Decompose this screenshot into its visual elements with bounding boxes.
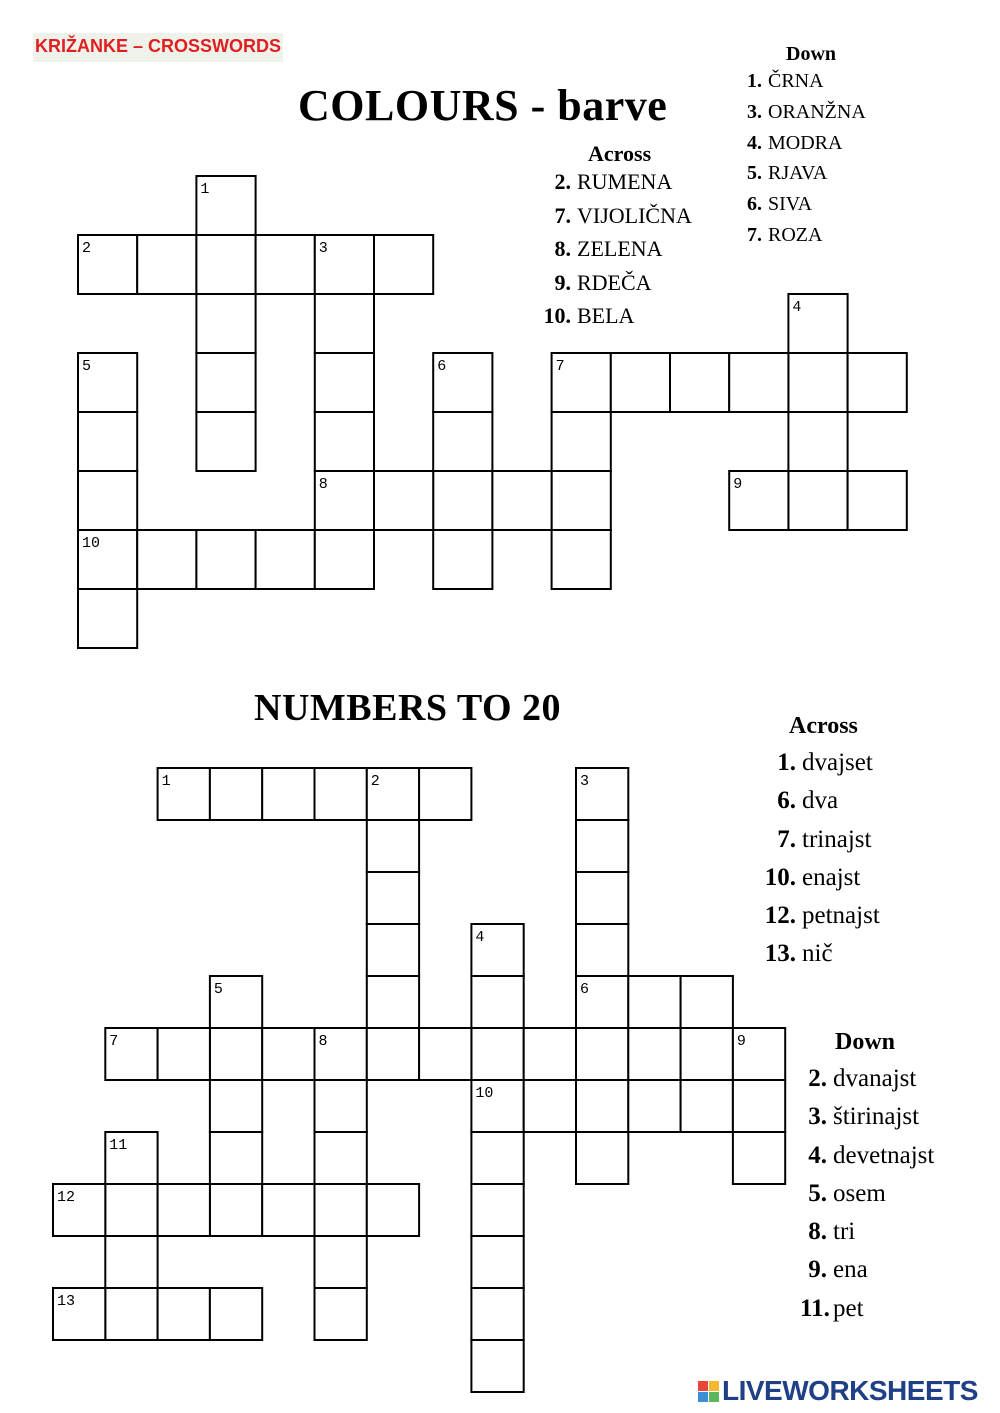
clue-item: 3. štirinajst (808, 1103, 920, 1131)
numbers-clue-number: 6 (580, 981, 590, 998)
liveworksheets-logo (698, 1375, 978, 1407)
numbers-cell[interactable] (681, 976, 733, 1028)
colours-down-heading: Down (786, 43, 837, 65)
numbers-clue-number: 1 (161, 773, 171, 790)
numbers-cell[interactable] (210, 1184, 262, 1236)
clue-item: 9. ena (808, 1256, 868, 1284)
clue-item: 2. RUMENA (554, 169, 673, 194)
numbers-cell[interactable] (210, 768, 262, 820)
clue-item: 1. ČRNA (747, 70, 824, 92)
logo-square-green (709, 1392, 719, 1402)
numbers-cell[interactable] (262, 1028, 314, 1080)
clue-item: 8. ZELENA (554, 236, 663, 261)
numbers-cell[interactable] (681, 1080, 733, 1132)
colours-across-heading: Across (588, 141, 652, 166)
clue-item: 4. MODRA (747, 131, 843, 154)
numbers-cell[interactable] (315, 1236, 367, 1288)
numbers-cell[interactable] (158, 1028, 210, 1080)
numbers-clue-number: 10 (475, 1085, 494, 1102)
numbers-clue-number: 4 (475, 929, 485, 946)
colours-clue-number: 3 (318, 240, 328, 257)
numbers-cell[interactable] (315, 1288, 367, 1340)
numbers-cell[interactable] (315, 1132, 367, 1184)
numbers-cell[interactable] (471, 1236, 523, 1288)
colours-clue-number: 1 (200, 181, 210, 198)
numbers-cell[interactable] (628, 1028, 680, 1080)
numbers-across-heading: Across (789, 713, 858, 739)
logo-square-yellow (709, 1381, 719, 1391)
numbers-cell[interactable] (524, 1028, 576, 1080)
colours-clue-number: 8 (318, 476, 328, 493)
numbers-cell[interactable] (367, 1184, 419, 1236)
logo-square-blue (698, 1392, 708, 1402)
numbers-cell[interactable] (158, 1184, 210, 1236)
numbers-cell[interactable] (628, 1080, 680, 1132)
clue-item: 10. BELA (543, 303, 635, 328)
numbers-cell[interactable] (681, 1028, 733, 1080)
numbers-cell[interactable] (210, 1080, 262, 1132)
clue-item: 5. osem (808, 1179, 886, 1207)
numbers-clue-number: 3 (580, 773, 590, 790)
colours-clue-number: 2 (82, 240, 92, 257)
numbers-down-heading: Down (835, 1029, 896, 1055)
numbers-title: NUMBERS TO 20 (254, 687, 562, 729)
clue-item: 7. VIJOLIČNA (554, 202, 692, 228)
liveworksheets-brand: LIVEWORKSHEETS (722, 1375, 978, 1406)
clue-item: 13. nič (764, 940, 833, 968)
clue-item: 9. RDEČA (554, 269, 652, 295)
numbers-cell[interactable] (576, 820, 628, 872)
clue-item: 10. enajst (764, 863, 861, 891)
clue-item: 4. devetnajst (808, 1141, 935, 1169)
clue-item: 7. trinajst (777, 825, 872, 853)
numbers-cell[interactable] (367, 820, 419, 872)
clue-item: 11. pet (800, 1294, 864, 1322)
clue-item: 5. RJAVA (747, 162, 828, 185)
colours-clue-number: 10 (82, 535, 101, 552)
colours-clue-number: 5 (82, 358, 92, 375)
numbers-cell[interactable] (367, 1028, 419, 1080)
colours-clue-number: 7 (555, 358, 565, 375)
worksheet-tag: KRIŽANKE – CROSSWORDS (33, 33, 283, 62)
liveworksheets-logo-icon (698, 1381, 719, 1402)
numbers-cell[interactable] (105, 1184, 157, 1236)
clue-item: 6. dva (777, 787, 839, 815)
numbers-cell[interactable] (733, 1132, 785, 1184)
numbers-cell[interactable] (628, 976, 680, 1028)
numbers-cell[interactable] (733, 1080, 785, 1132)
numbers-cell[interactable] (105, 1236, 157, 1288)
numbers-cell[interactable] (576, 1080, 628, 1132)
numbers-clue-number: 13 (57, 1293, 76, 1310)
numbers-cell[interactable] (262, 768, 314, 820)
numbers-cell[interactable] (576, 1028, 628, 1080)
numbers-cell[interactable] (524, 1080, 576, 1132)
numbers-cell[interactable] (315, 1080, 367, 1132)
colours-clue-number: 4 (792, 299, 802, 316)
colours-clue-number: 6 (437, 358, 447, 375)
clue-item: 12. petnajst (764, 902, 880, 930)
numbers-cell[interactable] (210, 1028, 262, 1080)
clue-item: 2. dvanajst (808, 1065, 917, 1092)
clue-item: 1. dvajset (777, 749, 873, 776)
numbers-cell[interactable] (471, 1288, 523, 1340)
numbers-cell[interactable] (471, 1132, 523, 1184)
numbers-cell[interactable] (471, 976, 523, 1028)
numbers-cell[interactable] (210, 1288, 262, 1340)
numbers-clue-number: 8 (318, 1033, 328, 1050)
numbers-cell[interactable] (315, 1184, 367, 1236)
numbers-clue-number: 11 (109, 1137, 128, 1154)
numbers-cell[interactable] (576, 924, 628, 976)
clue-item: 8. tri (808, 1218, 856, 1246)
numbers-cell[interactable] (210, 1132, 262, 1184)
numbers-cell[interactable] (315, 768, 367, 820)
logo-square-red (698, 1381, 708, 1391)
clue-item: 6. SIVA (747, 193, 813, 216)
numbers-cell[interactable] (576, 1132, 628, 1184)
numbers-cell[interactable] (367, 872, 419, 924)
numbers-cell[interactable] (105, 1288, 157, 1340)
numbers-cell[interactable] (262, 1184, 314, 1236)
numbers-clue-number: 12 (57, 1189, 76, 1206)
numbers-clue-number: 9 (736, 1033, 746, 1050)
numbers-cell[interactable] (419, 1028, 471, 1080)
numbers-cell[interactable] (419, 768, 471, 820)
numbers-cell[interactable] (367, 924, 419, 976)
clue-item: 3. ORANŽNA (747, 100, 866, 123)
numbers-cell[interactable] (576, 872, 628, 924)
numbers-cell[interactable] (367, 976, 419, 1028)
colours-title: COLOURS - barve (298, 81, 668, 130)
numbers-clue-number: 2 (370, 773, 380, 790)
numbers-cell[interactable] (471, 1340, 523, 1392)
numbers-cell[interactable] (471, 1028, 523, 1080)
colours-clue-number: 9 (733, 476, 743, 493)
numbers-cell[interactable] (471, 1184, 523, 1236)
numbers-clue-number: 5 (213, 981, 223, 998)
numbers-cell[interactable] (158, 1288, 210, 1340)
numbers-clue-number: 7 (109, 1033, 119, 1050)
clue-item: 7. ROZA (747, 223, 823, 246)
